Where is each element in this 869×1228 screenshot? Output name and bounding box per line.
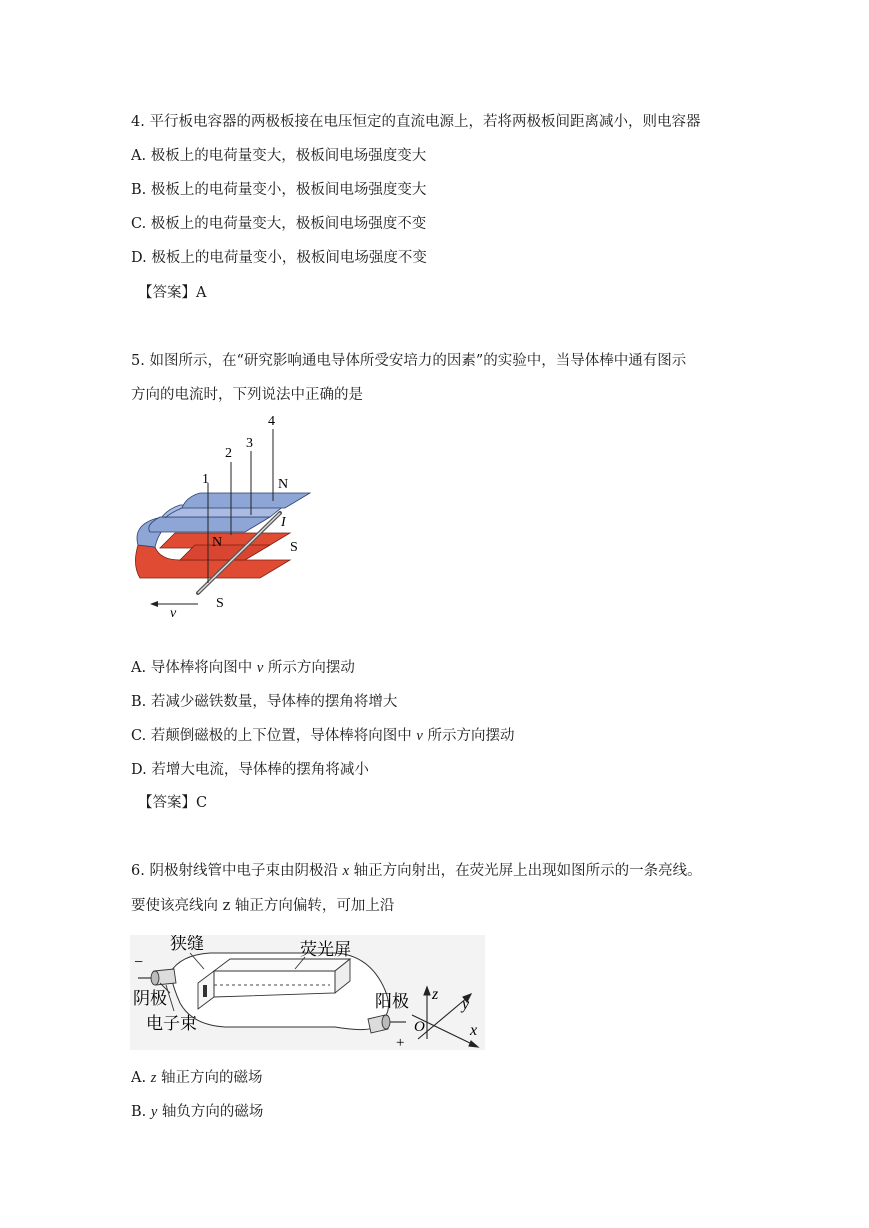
q5-option-a <box>131 658 355 678</box>
pole-label-s-bottom: S <box>216 596 224 611</box>
q5-option-c-var: v <box>416 728 423 744</box>
axis-z-label: z <box>432 986 439 1003</box>
q4-option-d: D. 极板上的电荷量变小，极板间电场强度不变 <box>131 250 427 266</box>
pole-label-n-mid: N <box>212 535 223 550</box>
q4-option-a: A. 极板上的电荷量变大，极板间电场强度变大 <box>131 148 427 164</box>
magnet-apparatus-figure <box>120 405 320 620</box>
q5-stem-line2: 方向的电流时，下列说法中正确的是 <box>131 387 363 403</box>
q5-option-a-text-1: A. 导体棒将向图中 <box>131 660 257 676</box>
q5-answer: 【答案】C <box>138 795 208 811</box>
q5-option-c-text-2: 所示方向摆动 <box>422 728 515 744</box>
plus-label: + <box>396 1035 405 1050</box>
q4-answer: 【答案】A <box>138 285 207 301</box>
q5-option-a-text-2: 所示方向摆动 <box>263 660 355 676</box>
q5-option-d: D. 若增大电流，导体棒的摆角将减小 <box>131 762 369 778</box>
cathode-label: 阴极 <box>133 989 167 1008</box>
wire-label-3: 3 <box>246 436 253 451</box>
q6-stem-line2: 要使该亮线向 z 轴正方向偏转，可加上沿 <box>131 898 395 914</box>
q6-stem-text-1: 6. 阴极射线管中电子束由阴极沿 <box>131 863 343 879</box>
current-label: I <box>281 515 286 530</box>
q6-option-a-text-2: 轴正方向的磁场 <box>156 1070 263 1086</box>
screen-label: 荧光屏 <box>300 940 351 959</box>
slit-label: 狭缝 <box>170 935 204 953</box>
axis-origin-label: O <box>414 1019 425 1035</box>
q6-option-b-var: y <box>150 1104 158 1120</box>
q6-option-b <box>131 1102 263 1122</box>
q4-option-b: B. 极板上的电荷量变小，极板间电场强度变大 <box>131 182 427 198</box>
q6-stem-text-2: 轴正方向射出，在荧光屏上出现如图所示的一条亮线。 <box>349 863 702 879</box>
q5-option-c <box>131 726 514 746</box>
q4-stem: 4. 平行板电容器的两极板接在电压恒定的直流电源上，若将两极板间距离减小，则电容器 <box>131 114 701 130</box>
axis-y-label: y <box>462 996 470 1013</box>
pole-label-n-top: N <box>278 477 289 492</box>
beam-label: 电子束 <box>146 1014 197 1033</box>
q4-option-c: C. 极板上的电荷量变大，极板间电场强度不变 <box>131 216 427 232</box>
axis-x-label: x <box>470 1022 478 1039</box>
q6-option-b-text-1: B. <box>131 1104 151 1120</box>
q6-stem-line1 <box>131 861 702 881</box>
cathode-ray-tube-figure <box>130 935 485 1050</box>
wire-label-2: 2 <box>225 446 232 461</box>
wire-label-4: 4 <box>268 414 275 429</box>
velocity-label: v <box>170 606 177 620</box>
minus-label: − <box>134 954 144 971</box>
q5-option-c-text-1: C. 若颠倒磁极的上下位置，导体棒将向图中 <box>131 728 417 744</box>
q6-option-b-text-2: 轴负方向的磁场 <box>157 1104 264 1120</box>
q5-option-a-var: v <box>256 660 264 676</box>
q6-option-a-text-1: A. <box>131 1070 151 1086</box>
pole-label-s-right: S <box>290 540 298 555</box>
q6-option-a <box>131 1068 262 1088</box>
q5-option-b: B. 若减少磁铁数量，导体棒的摆角将增大 <box>131 694 398 710</box>
q6-stem-var: x <box>342 863 349 879</box>
wire-label-1: 1 <box>202 472 209 487</box>
anode-label: 阳极 <box>375 992 409 1011</box>
q5-stem-line1: 5. 如图所示，在“研究影响通电导体所受安培力的因素”的实验中，当导体棒中通有图示 <box>131 353 687 369</box>
q6-option-a-var: z <box>150 1070 157 1086</box>
